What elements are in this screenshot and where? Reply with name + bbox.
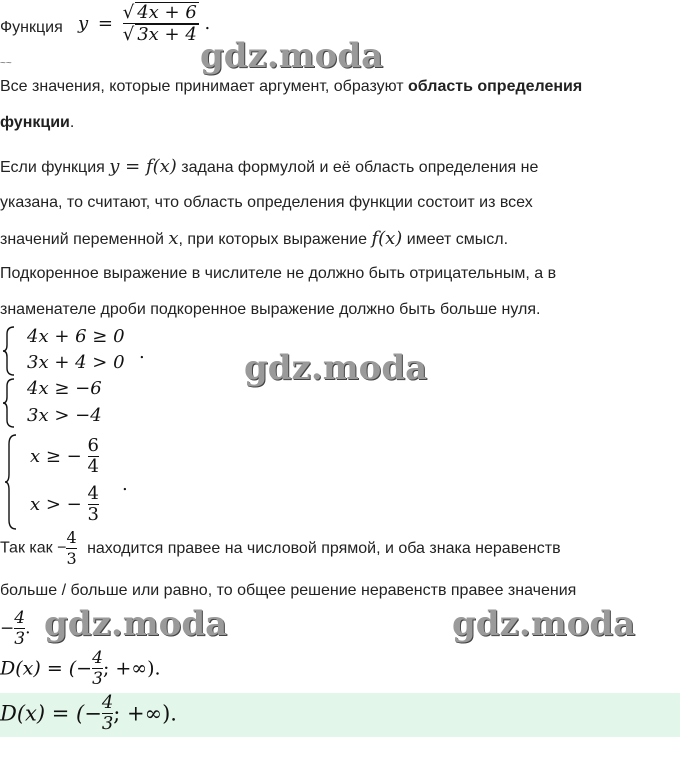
definition-text: Все значения, которые принимает аргумент, образуют область определения [0,78,583,95]
system-brace-2 [2,378,16,428]
watermark: gdz.moda [244,348,428,388]
domain-result: D(x) = (− $\frac{4}{3}$ ; +∞). [0,648,161,689]
rule-line-5: знаменателе дроби подкоренное выражение должно быть больше нуля. [0,301,541,318]
conclusion-line-2: больше / больше или равно, то общее решение неравенств правее значения [0,582,577,599]
rule-line-2: указана, то считают, что область определения функции состоит из всех [0,194,533,211]
system3-row2: x > − $\frac{4}{3}$ [30,483,99,525]
definition-text-end: функции. [0,114,75,131]
function-label: Функция [0,19,63,36]
watermark: gdz.moda [452,604,636,644]
system2-row1: 4x ≥ −6 [27,378,102,399]
rule-line-4: Подкоренное выражение в числителе не должно быть отрицательным, а в [0,265,557,282]
function-formula: y = $\frac{√ 4x + 6}{√ 3x + 4}$ . [78,2,211,45]
rule-line-1: Если функция y = f(x) задана формулой и её область определения не [0,156,539,177]
system-brace-1 [2,326,16,376]
system2-row2: 3x > −4 [27,405,102,426]
system1-row1: 4x + 6 ≥ 0 [27,326,125,347]
system1-dot: . [139,342,145,363]
system3-row1: x ≥ − $\frac{6}{4}$ [30,435,99,477]
rule-line-3: значений переменной x, при которых выражение f(x) имеет смысл. [0,228,509,249]
answer-result: D(x) = (− $\frac{4}{3}$ ; +∞). [0,692,177,734]
system3-dot: . [122,474,128,495]
system1-row2: 3x + 4 > 0 [27,352,125,373]
conclusion-value: − $\frac{4}{3}$ . [0,608,31,649]
system-brace-3 [4,434,18,530]
watermark: gdz.moda [44,604,228,644]
watermark: gdz.moda [200,36,384,76]
conclusion-line-1: Так как − $\frac{4}{3}$ находится правее на числовой прямой, и оба знака неравенств [0,528,561,568]
cut-off-text: ~~ [0,58,12,69]
